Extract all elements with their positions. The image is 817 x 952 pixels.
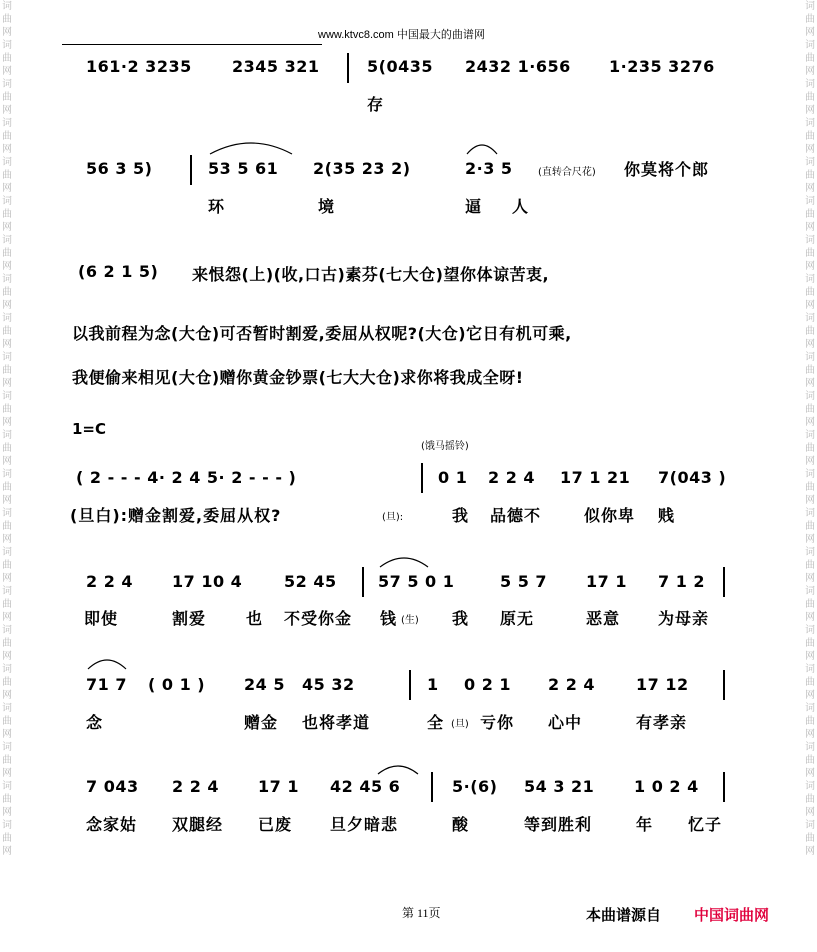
left-watermark: 词曲网词曲网词曲网词曲网词曲网词曲网词曲网词曲网词曲网词曲网词曲网词曲网词曲网词曲网词曲网词曲网词曲网词曲网词曲网词曲网词曲网词曲网: [2, 1, 12, 857]
notes-group: 17 1: [258, 777, 299, 796]
lyric: 境: [318, 197, 336, 216]
role-mark: (旦): [451, 719, 469, 730]
slur: [330, 760, 422, 776]
notes-group: 161·2 3235: [86, 57, 192, 76]
lyric: 亏你: [480, 713, 515, 732]
notes-group: 5·(6): [452, 777, 498, 796]
lyric: 钱: [380, 609, 398, 628]
notes-group: 2 2 4: [548, 675, 596, 694]
prose-notes: (6 2 1 5): [78, 262, 159, 281]
lyric: 为母亲: [658, 609, 710, 628]
right-watermark: 词曲网词曲网词曲网词曲网词曲网词曲网词曲网词曲网词曲网词曲网词曲网词曲网词曲网词曲网词曲网词曲网词曲网词曲网词曲网词曲网词曲网词曲网: [805, 1, 815, 857]
notes-group: 57 5 0 1: [378, 572, 455, 591]
lyric: 割爱: [172, 609, 207, 628]
lyric: 也将孝道: [302, 713, 371, 732]
lyric: 贱: [658, 506, 676, 525]
prose-line: 我便偷来相见(大仓)赠你黄金钞票(七大大仓)求你将我成全呀!: [72, 368, 524, 387]
brand-name: 中国词曲网: [694, 906, 770, 924]
lyric: 不受你金: [284, 609, 353, 628]
tune-label: (饿马摇铃): [421, 441, 469, 452]
notes-group: 1·235 3276: [609, 57, 715, 76]
lyric: 已废: [258, 815, 293, 834]
prose-line: 来恨怨(上)(收,口古)素芬(七大仓)望你体谅苦衷,: [192, 265, 550, 284]
lyric: 逼: [465, 197, 483, 216]
key-signature: 1=C: [72, 420, 107, 438]
spoken-line: (旦白):赠金割爱,委屈从权?: [70, 506, 282, 525]
lyric: 念: [86, 713, 104, 732]
lyric: 人: [512, 197, 530, 216]
lyric: 存: [367, 95, 385, 114]
notes-group: 1: [427, 675, 439, 694]
lyric: 有孝亲: [636, 713, 688, 732]
lyric: 忆子: [688, 815, 723, 834]
notes-group: 71 7: [86, 675, 127, 694]
lyric: 品德不: [490, 506, 542, 525]
page-number: 第 11页: [402, 906, 441, 920]
site-header: www.ktvc8.com 中国最大的曲谱网: [318, 29, 485, 41]
notes-group: 17 12: [636, 675, 689, 694]
notes-group: 42 45 6: [330, 777, 401, 796]
lyric: 等到胜利: [524, 815, 593, 834]
annotation: (直转合尺花): [538, 167, 596, 178]
notes-group: 24 5: [244, 675, 285, 694]
slur: [86, 655, 128, 671]
notes-group: 45 32: [302, 675, 355, 694]
notes-group: 2345 321: [232, 57, 320, 76]
lyric: 我: [452, 506, 470, 525]
barline: [431, 772, 433, 802]
lyric: 原无: [500, 609, 535, 628]
lyric: 旦夕暗悲: [330, 815, 399, 834]
notes-group: 52 45: [284, 572, 337, 591]
notes-group: 17 1: [586, 572, 627, 591]
notes-group: 0 1: [438, 468, 468, 487]
lyric: 我: [452, 609, 470, 628]
lyric: 酸: [452, 815, 470, 834]
role-mark: (旦):: [382, 512, 404, 523]
notes-group: ( 0 1 ): [148, 675, 206, 694]
barline: [723, 772, 725, 802]
prose-line: 以我前程为念(大仓)可否暂时割爱,委屈从权呢?(大仓)它日有机可乘,: [72, 324, 572, 343]
source-label: 本曲谱源自: [586, 906, 662, 924]
notes-group: 17 10 4: [172, 572, 243, 591]
lyric: 全: [427, 713, 445, 732]
notes-group: 0 2 1: [464, 675, 512, 694]
notes-group: 53 5 61: [208, 159, 279, 178]
notes-group: 2(35 23 2): [313, 159, 411, 178]
lyric-inline: 你莫将个郎: [624, 160, 710, 179]
lyric: 念家姑: [86, 815, 138, 834]
notes-group: 2432 1·656: [465, 57, 571, 76]
header-rule: [62, 44, 322, 45]
lyric: 双腿经: [172, 815, 224, 834]
notes-group: 1 0 2 4: [634, 777, 699, 796]
slur: [465, 140, 499, 156]
notes-group: 54 3 21: [524, 777, 595, 796]
notes-group: 56 3 5): [86, 159, 153, 178]
lyric: 环: [208, 197, 226, 216]
notes-group: 2 2 4: [488, 468, 536, 487]
lyric: 心中: [548, 713, 583, 732]
notes-group: 5(0435: [367, 57, 433, 76]
role-mark: (生): [401, 615, 419, 626]
lyric: 年: [636, 815, 654, 834]
lyric: 似你卑: [584, 506, 636, 525]
notes-group: 7 1 2: [658, 572, 706, 591]
slur: [378, 553, 430, 569]
notes-group: 2·3 5: [465, 159, 513, 178]
notes-group: 2 2 4: [172, 777, 220, 796]
notes-group: 5 5 7: [500, 572, 548, 591]
notes-group: ( 2 - - - 4· 2 4 5· 2 - - - ): [76, 468, 297, 487]
barline: [723, 670, 725, 700]
notes-group: 7(043 ): [658, 468, 727, 487]
lyric: 即使: [84, 609, 119, 628]
notes-group: 17 1 21: [560, 468, 631, 487]
lyric: 恶意: [586, 609, 621, 628]
barline: [723, 567, 725, 597]
barline: [190, 155, 192, 185]
barline: [409, 670, 411, 700]
barline: [421, 463, 423, 493]
notes-group: 2 2 4: [86, 572, 134, 591]
barline: [347, 53, 349, 83]
slur: [208, 138, 294, 156]
barline: [362, 567, 364, 597]
lyric: 也: [246, 609, 264, 628]
lyric: 赠金: [244, 713, 279, 732]
notes-group: 7 043: [86, 777, 139, 796]
